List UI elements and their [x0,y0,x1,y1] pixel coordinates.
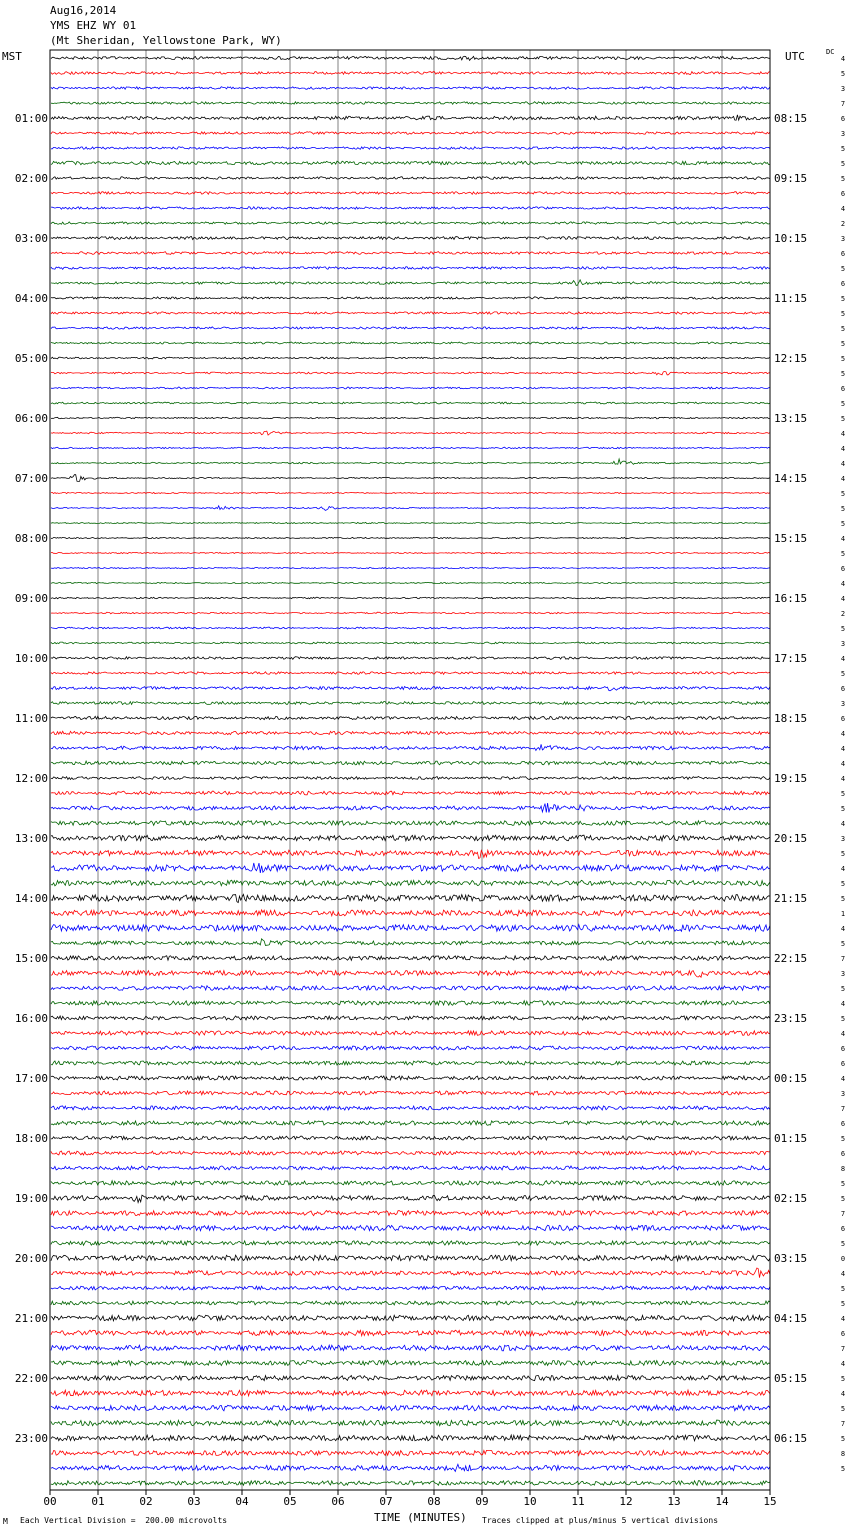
dc-offset-value: 5 [840,880,846,888]
dc-offset-value: 5 [840,160,846,168]
dc-offset-value: 5 [840,1015,846,1023]
hour-label-left: 13:00 [14,832,48,845]
dc-offset-value: 5 [840,1135,846,1143]
seismic-trace [51,1345,770,1351]
dc-offset-value: 7 [840,1210,846,1218]
seismic-trace [51,1106,770,1110]
hour-label-left: 02:00 [14,172,48,185]
hour-label-left: 08:00 [14,532,48,545]
seismic-trace [51,880,770,886]
x-tick-label: 13 [667,1495,681,1508]
dc-offset-value: 5 [840,895,846,903]
hour-label-left: 10:00 [14,652,48,665]
hour-label-right: 01:15 [774,1132,808,1145]
dc-offset-value: 7 [840,100,846,108]
dc-offset-value: 6 [840,715,846,723]
hour-label-left: 17:00 [14,1072,48,1085]
left-timezone-label: MST [2,50,22,63]
seismic-trace [51,177,770,180]
dc-offset-value: 5 [840,550,846,558]
dc-offset-value: 5 [840,310,846,318]
dc-offset-value: 5 [840,415,846,423]
seismic-trace [51,1091,770,1095]
seismic-trace [51,1210,770,1215]
dc-offset-value: 7 [840,1345,846,1353]
seismic-trace [51,1330,770,1336]
hour-label-left: 11:00 [14,712,48,725]
seismic-trace [51,939,770,946]
dc-offset-value: 6 [840,250,846,258]
dc-offset-value: 6 [840,1120,846,1128]
dc-offset-value: 2 [840,220,846,228]
dc-offset-value: 4 [840,820,846,828]
seismic-trace [51,132,770,135]
seismic-trace [51,297,770,299]
seismic-trace [51,925,770,932]
seismic-trace [51,1481,770,1486]
seismic-trace [51,537,770,538]
seismic-trace [51,1241,770,1246]
dc-offset-value: 4 [840,475,846,483]
seismic-trace [51,506,770,511]
hour-label-left: 20:00 [14,1252,48,1265]
seismic-trace [51,161,770,165]
seismic-trace [51,552,770,553]
seismic-trace [51,627,770,629]
dc-offset-value: 3 [840,970,846,978]
dc-offset-value: 7 [840,1420,846,1428]
x-tick-label: 12 [619,1495,633,1508]
dc-offset-value: 4 [840,595,846,603]
seismic-trace [51,956,770,961]
seismic-trace [51,803,770,813]
dc-offset-value: 6 [840,1045,846,1053]
clipping-note: Traces clipped at plus/minus 5 vertical divisions [482,1516,719,1525]
hour-label-right: 11:15 [774,292,808,305]
dc-offset-value: 1 [840,910,846,918]
seismic-trace [51,672,770,675]
hour-label-left: 19:00 [14,1192,48,1205]
x-tick-label: 11 [571,1495,585,1508]
seismic-trace [51,657,770,660]
dc-offset-value: 6 [840,1060,846,1068]
dc-offset-value: 6 [840,1330,846,1338]
hour-label-right: 00:15 [774,1072,808,1085]
hour-label-right: 18:15 [774,712,808,725]
seismic-trace [51,1016,770,1020]
logo-mark: M [3,1517,8,1526]
dc-offset-value: 5 [840,670,846,678]
dc-offset-value: 8 [840,1450,846,1458]
seismic-trace [51,1121,770,1126]
seismic-trace [51,687,770,691]
seismic-trace [51,1166,770,1170]
x-tick-label: 07 [379,1495,393,1508]
vertical-scale-note: Each Vertical Division = 200.00 microvolts [20,1516,228,1525]
seismic-trace [51,821,770,826]
dc-offset-value: 7 [840,1105,846,1113]
dc-offset-value: 5 [840,70,846,78]
dc-offset-value: 3 [840,85,846,93]
seismic-trace [51,863,770,873]
hour-label-right: 23:15 [774,1012,808,1025]
seismic-trace [51,971,770,978]
x-axis-title: TIME (MINUTES) [374,1511,467,1524]
dc-offset-value: 3 [840,1090,846,1098]
seismic-trace [51,115,770,120]
hour-label-right: 08:15 [774,112,808,125]
dc-offset-value: 3 [840,130,846,138]
seismic-trace [51,1268,770,1278]
x-tick-label: 14 [715,1495,729,1508]
dc-offset-value: 6 [840,115,846,123]
seismic-trace [51,459,770,464]
dc-offset-value: 8 [840,1165,846,1173]
seismic-trace [51,1405,770,1411]
seismic-trace [51,1450,770,1455]
dc-offset-value: 4 [840,655,846,663]
dc-offset-value: 6 [840,385,846,393]
seismic-trace [51,402,770,404]
dc-offset-value: 5 [840,325,846,333]
hour-label-left: 05:00 [14,352,48,365]
seismic-trace [51,1255,770,1261]
seismic-trace [51,342,770,344]
hour-label-right: 13:15 [774,412,808,425]
dc-offset-value: 5 [840,370,846,378]
hour-label-left: 16:00 [14,1012,48,1025]
hour-label-left: 01:00 [14,112,48,125]
x-tick-label: 15 [763,1495,777,1508]
seismic-trace [51,1286,770,1290]
x-tick-label: 01 [91,1495,105,1508]
dc-offset-value: 4 [840,445,846,453]
seismic-trace [51,1195,770,1202]
seismic-trace [51,371,770,375]
seismic-trace [51,986,770,991]
dc-offset-value: 4 [840,1000,846,1008]
hour-label-left: 14:00 [14,892,48,905]
seismic-trace [51,1076,770,1080]
dc-offset-value: 3 [840,700,846,708]
dc-offset-value: 6 [840,685,846,693]
seismic-trace [51,192,770,195]
dc-offset-value: 4 [840,460,846,468]
dc-offset-value: 5 [840,1435,846,1443]
dc-offset-value: 5 [840,940,846,948]
dc-offset-value: 4 [840,1315,846,1323]
dc-offset-value: 5 [840,400,846,408]
seismic-trace [51,357,770,359]
seismic-trace [51,894,770,902]
dc-offset-header: DC [826,48,835,56]
seismic-trace [51,791,770,795]
seismic-trace [51,387,770,389]
seismic-trace [51,582,770,583]
seismic-trace [51,1225,770,1231]
hour-label-right: 12:15 [774,352,808,365]
dc-offset-value: 4 [840,430,846,438]
dc-offset-value: 5 [840,1195,846,1203]
hour-label-left: 07:00 [14,472,48,485]
seismic-trace [51,280,770,286]
hour-label-right: 19:15 [774,772,808,785]
seismic-trace [51,744,770,750]
right-timezone-label: UTC [785,50,805,63]
dc-offset-value: 4 [840,1270,846,1278]
dc-offset-value: 4 [840,775,846,783]
dc-offset-value: 7 [840,955,846,963]
hour-label-right: 04:15 [774,1312,808,1325]
dc-offset-value: 4 [840,1030,846,1038]
dc-offset-value: 5 [840,295,846,303]
seismic-trace [51,597,770,598]
hour-label-left: 04:00 [14,292,48,305]
dc-offset-value: 5 [840,490,846,498]
hour-label-left: 23:00 [14,1432,48,1445]
dc-offset-value: 5 [840,790,846,798]
dc-offset-value: 5 [840,985,846,993]
dc-offset-value: 4 [840,1075,846,1083]
record-date: Aug16,2014 [50,4,117,17]
dc-offset-value: 5 [840,355,846,363]
seismic-trace [51,835,770,841]
hour-label-right: 03:15 [774,1252,808,1265]
x-tick-label: 00 [43,1495,57,1508]
hour-label-left: 21:00 [14,1312,48,1325]
dc-offset-value: 4 [840,535,846,543]
x-tick-label: 06 [331,1495,345,1508]
station-location: (Mt Sheridan, Yellowstone Park, WY) [50,34,282,47]
seismic-trace [51,431,770,435]
seismic-trace [51,731,770,734]
x-tick-label: 09 [475,1495,489,1508]
hour-label-right: 10:15 [774,232,808,245]
seismic-trace [51,1181,770,1186]
seismic-trace [51,761,770,765]
seismic-trace [51,716,770,719]
hour-label-left: 18:00 [14,1132,48,1145]
dc-offset-value: 6 [840,190,846,198]
seismic-trace [51,492,770,493]
seismic-trace [51,237,770,240]
dc-offset-value: 4 [840,760,846,768]
dc-offset-value: 4 [840,55,846,63]
dc-offset-value: 5 [840,340,846,348]
seismic-trace [51,1435,770,1441]
x-tick-label: 04 [235,1495,249,1508]
dc-offset-value: 5 [840,850,846,858]
seismic-trace [51,475,770,482]
dc-offset-value: 4 [840,925,846,933]
seismic-trace [51,850,770,858]
dc-offset-value: 5 [840,625,846,633]
hour-label-right: 09:15 [774,172,808,185]
dc-offset-value: 5 [840,1285,846,1293]
seismic-trace [51,1464,770,1471]
seismic-trace [51,312,770,314]
seismic-trace [51,72,770,75]
seismic-trace [51,1360,770,1365]
dc-offset-value: 5 [840,145,846,153]
seismic-trace [51,327,770,329]
x-tick-label: 02 [139,1495,153,1508]
seismic-trace [51,267,770,270]
dc-offset-value: 5 [840,175,846,183]
dc-offset-value: 5 [840,1405,846,1413]
dc-offset-value: 4 [840,1390,846,1398]
dc-offset-value: 3 [840,640,846,648]
seismic-trace [51,1061,770,1065]
x-tick-label: 05 [283,1495,297,1508]
seismic-trace [51,1001,770,1006]
dc-offset-value: 5 [840,1300,846,1308]
hour-label-right: 21:15 [774,892,808,905]
hour-label-left: 22:00 [14,1372,48,1385]
seismic-trace [51,252,770,255]
seismic-trace [51,87,770,90]
hour-label-right: 02:15 [774,1192,808,1205]
trace-layer [51,56,770,1485]
seismic-trace [51,1315,770,1321]
x-tick-label: 08 [427,1495,441,1508]
dc-offset-value: 5 [840,520,846,528]
seismic-trace [51,910,770,916]
dc-offset-value: 5 [840,805,846,813]
x-tick-label: 10 [523,1495,537,1508]
dc-offset-value: 4 [840,1360,846,1368]
seismic-trace [51,612,770,614]
dc-offset-value: 3 [840,235,846,243]
hour-label-right: 16:15 [774,592,808,605]
hour-label-left: 03:00 [14,232,48,245]
dc-offset-value: 5 [840,265,846,273]
seismic-trace [51,1136,770,1140]
seismic-trace [51,777,770,780]
hour-label-right: 14:15 [774,472,808,485]
dc-offset-value: 5 [840,1180,846,1188]
seismic-trace [51,1301,770,1305]
hour-label-left: 15:00 [14,952,48,965]
dc-offset-value: 6 [840,280,846,288]
dc-offset-value: 4 [840,730,846,738]
dc-offset-value: 6 [840,565,846,573]
dc-offset-value: 4 [840,205,846,213]
hour-label-right: 20:15 [774,832,808,845]
seismic-trace [51,1376,770,1381]
hour-label-right: 22:15 [774,952,808,965]
hour-label-left: 06:00 [14,412,48,425]
seismic-trace [51,1046,770,1050]
station-code: YMS EHZ WY 01 [50,19,137,32]
seismic-trace [51,222,770,224]
hour-label-right: 17:15 [774,652,808,665]
seismic-trace [51,56,770,60]
seismic-trace [51,702,770,705]
seismic-trace [51,1151,770,1155]
hour-label-left: 09:00 [14,592,48,605]
seismic-trace [51,102,770,105]
dc-offset-value: 5 [840,1240,846,1248]
dc-offset-value: 4 [840,745,846,753]
seismic-trace [51,1420,770,1426]
seismic-trace [51,522,770,523]
seismic-trace [51,447,770,449]
seismic-trace [51,147,770,150]
dc-offset-value: 5 [840,1465,846,1473]
seismic-trace [51,417,770,419]
dc-offset-value: 3 [840,835,846,843]
dc-offset-value: 6 [840,1225,846,1233]
x-tick-label: 03 [187,1495,201,1508]
dc-offset-value: 0 [840,1255,846,1263]
dc-offset-value: 4 [840,865,846,873]
dc-offset-value: 5 [840,1375,846,1383]
seismic-trace [51,567,770,568]
hour-label-right: 06:15 [774,1432,808,1445]
seismic-trace [51,1390,770,1396]
dc-offset-value: 4 [840,580,846,588]
hour-label-right: 05:15 [774,1372,808,1385]
dc-offset-value: 2 [840,610,846,618]
dc-offset-value: 5 [840,505,846,513]
seismic-trace [51,207,770,210]
plot-frame [50,50,770,1490]
seismic-trace [51,642,770,644]
dc-offset-value: 6 [840,1150,846,1158]
hour-label-left: 12:00 [14,772,48,785]
seismic-trace [51,1031,770,1036]
hour-label-right: 15:15 [774,532,808,545]
